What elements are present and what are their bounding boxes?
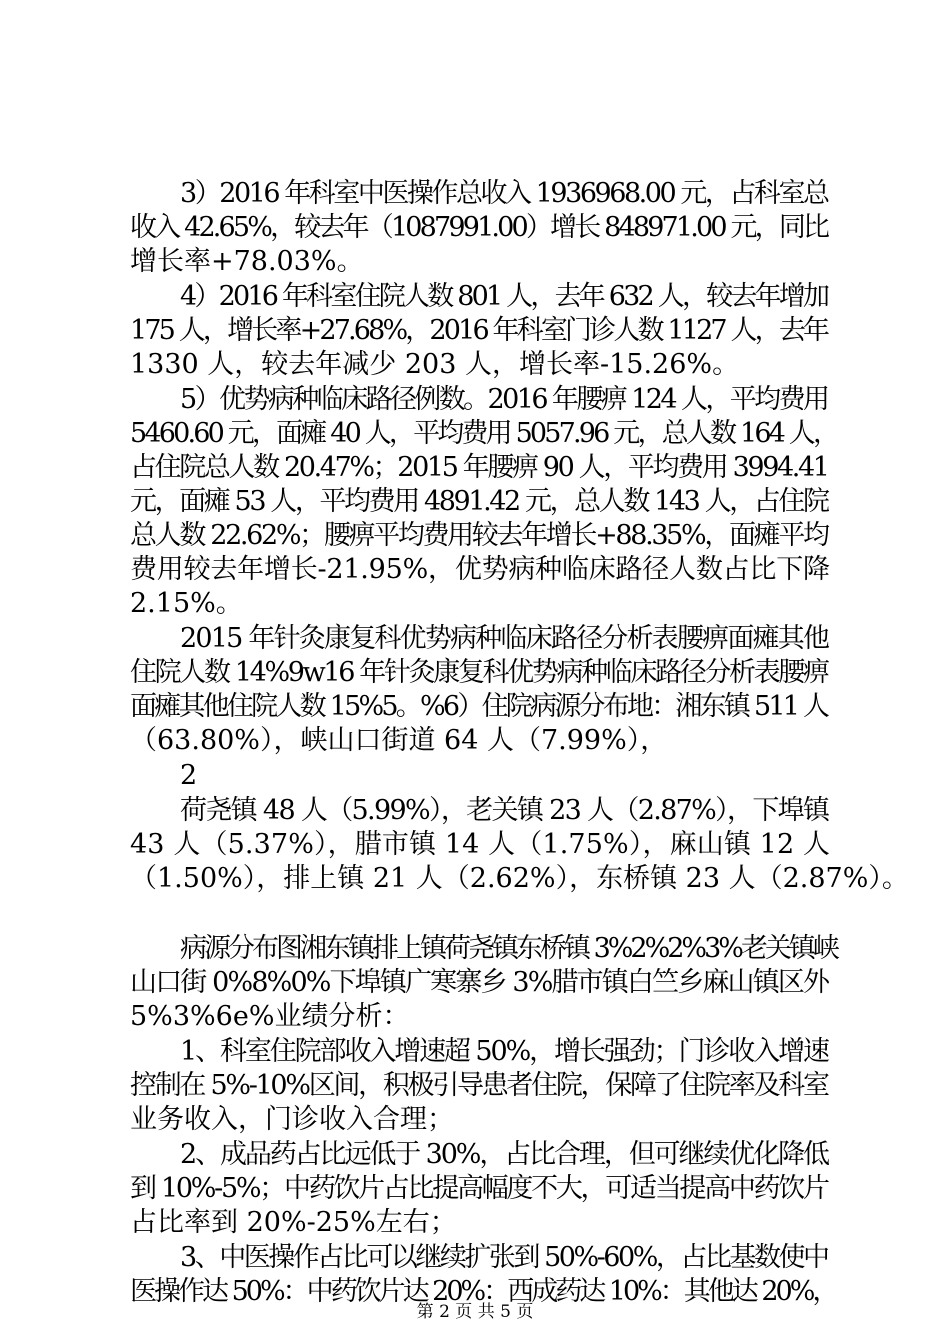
text-line: 占住院总人数 20.47%；2015 年腰痹 90 人，平均费用 3994.41 — [130, 452, 828, 483]
text-line: 占比率到 20%-25%左右； — [130, 1207, 457, 1238]
text-line: 收入 42.65%，较去年（1087991.00）增长 848971.00 元，同比 — [130, 212, 828, 243]
text-line: 1、科室住院部收入增速超 50%，增长强劲；门诊收入增速 — [180, 1036, 828, 1067]
text-line: 1330 人，较去年减少 203 人，增长率-15.26%。 — [130, 349, 740, 380]
text-line: 住院人数 14%9w16 年针灸康复科优势病种临床路径分析表腰痹 — [130, 657, 828, 688]
text-line: 病源分布图湘东镇排上镇荷尧镇东桥镇 3%2%2%3%老关镇峡 — [180, 933, 837, 964]
text-line: 到 10%-5%；中药饮片占比提高幅度不大，可适当提高中药饮片 — [130, 1173, 828, 1204]
text-line: 增长率+78.03%。 — [130, 246, 364, 277]
text-line: （63.80%），峡山口街道 64 人（7.99%）， — [130, 725, 668, 756]
text-line: 4）2016 年科室住院人数 801 人，去年 632 人，较去年增加 — [180, 281, 828, 312]
text-line: 业务收入，门诊收入合理； — [130, 1104, 454, 1135]
text-line: 2015 年针灸康复科优势病种临床路径分析表腰痹面瘫其他 — [180, 623, 829, 654]
text-line: 43 人（5.37%），腊市镇 14 人（1.75%），麻山镇 12 人 — [130, 829, 831, 860]
text-line: 荷尧镇 48 人（5.99%），老关镇 23 人（2.87%），下埠镇 — [180, 795, 829, 826]
text-line: 控制在 5%-10%区间，积极引导患者住院，保障了住院率及科室 — [130, 1070, 828, 1101]
text-line: 医操作达 50%：中药饮片达 20%：西成药达 10%：其他达 20%， — [130, 1276, 837, 1307]
page-marker: 2 — [180, 760, 198, 791]
text-line: 3、中医操作占比可以继续扩张到 50%-60%，占比基数使中 — [180, 1242, 828, 1273]
text-line: 总人数 22.62%；腰痹平均费用较去年增长+88.35%，面瘫平均 — [130, 520, 828, 551]
text-line: 费用较去年增长-21.95%，优势病种临床路径人数占比下降 — [130, 554, 830, 585]
text-line: （1.50%），排上镇 21 人（2.62%），东桥镇 23 人（2.87%）。 — [130, 863, 909, 894]
text-line: 元，面瘫 53 人，平均费用 4891.42 元，总人数 143 人，占住院 — [130, 486, 828, 517]
text-line: 175 人，增长率+27.68%，2016 年科室门诊人数 1127 人，去年 — [130, 315, 828, 346]
text-line: 面瘫其他住院人数 15%5。%6）住院病源分布地：湘东镇 511 人 — [130, 691, 828, 722]
text-line: 5%3%6e%业绩分析： — [130, 1001, 410, 1032]
text-line: 3）2016 年科室中医操作总收入 1936968.00 元，占科室总 — [180, 178, 828, 209]
text-line: 2、成品药占比远低于 30%，占比合理，但可继续优化降低 — [180, 1139, 828, 1170]
page-footer: 第 2 页 共 5 页 — [416, 1302, 534, 1322]
text-line: 2.15%。 — [130, 588, 243, 619]
text-line: 山口街 0%8%0%下埠镇广寒寨乡 3%腊市镇白竺乡麻山镇区外 — [130, 967, 829, 998]
text-line: 5）优势病种临床路径例数。2016 年腰痹 124 人，平均费用 — [180, 384, 828, 415]
text-line: 5460.60 元，面瘫 40 人，平均费用 5057.96 元，总人数 164 人， — [130, 418, 838, 449]
